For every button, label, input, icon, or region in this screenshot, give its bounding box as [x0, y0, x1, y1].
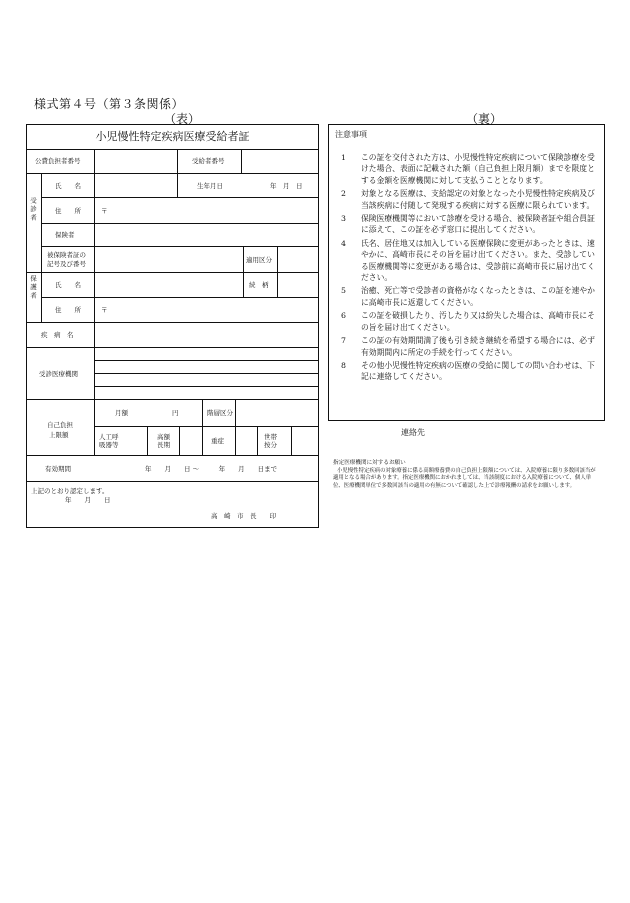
birth-date-label: 生年月日 — [197, 182, 223, 190]
col-divider — [202, 426, 203, 455]
col-divider — [94, 173, 95, 455]
col-divider — [243, 246, 244, 297]
col-divider — [235, 426, 236, 455]
applicable-class-label: 適用区分 — [246, 256, 272, 264]
row-divider — [27, 173, 318, 174]
col-divider — [241, 149, 242, 173]
note-item: 8 その他小児慢性特定疾病の医療の受給に関しての問い合わせは、下記に連絡してください。 — [341, 360, 595, 382]
stage-class-label: 階層区分 — [207, 409, 233, 417]
note-item: 2 対象となる医療は、支給認定の対象となった小児慢性特定疾病及び当該疾病に付随して発現する疾病に対する医療に限られています。 — [341, 189, 595, 210]
guardian-group-label: 保護者 — [29, 275, 37, 301]
medical-institution-label: 受診医療機関 — [39, 370, 78, 378]
insurer-label: 保険者 — [55, 231, 75, 239]
medical-institution-notice — [333, 460, 601, 490]
recipient-name-label: 氏 名 — [55, 182, 81, 190]
severe-label: 重症 — [211, 437, 224, 445]
note-item: 5 治癒、死亡等で受診者の資格がなくなったときは、この証を速やかに高崎市長に返還してください。 — [341, 286, 595, 307]
row-divider — [41, 197, 318, 198]
notes-title: 注意事項 — [335, 130, 367, 139]
col-divider — [41, 173, 42, 322]
recipient-number-label: 受給者番号 — [192, 157, 225, 165]
row-divider — [94, 373, 318, 374]
back-side-label: （裏） — [466, 112, 503, 126]
note-item: 3 保険医療機関等において診療を受ける場合、被保険者証や組合員証に添えて、この証を必ず窓口に提出してください。 — [341, 214, 595, 235]
col-divider — [179, 426, 180, 455]
row-divider — [27, 455, 318, 456]
valid-period-label: 有効期間 — [45, 465, 71, 473]
high-cost-label-line2: 長期 — [157, 441, 170, 449]
copay-limit-label-line2: 上限額 — [49, 431, 69, 439]
note-item: 6 この証を破損したり、汚したり又は紛失した場合は、高崎市長にその旨を届け出てください。 — [341, 311, 595, 332]
mayor-seal-line: 高 崎 市 長 印 — [211, 512, 276, 520]
col-divider — [235, 399, 236, 426]
row-divider — [27, 399, 318, 400]
notice-title: 指定医療機関に対するお願い — [333, 460, 406, 466]
col-divider — [177, 149, 178, 173]
row-divider — [27, 481, 318, 482]
high-cost-label-line1: 高額 — [157, 433, 170, 441]
notes-list — [341, 152, 597, 385]
copay-limit-label-line1: 自己負担 — [47, 421, 73, 429]
row-divider — [27, 272, 318, 273]
note-item: 1 この証を交付された方は、小児慢性特定疾病について保険診療を受けた場合、表面に記載された額（自己負担上限月額）までを限度とする金額を医療機関に対して支払うこととなります。 — [341, 153, 595, 185]
birth-date-value: 年 月 日 — [270, 182, 303, 190]
public-payer-number-label: 公費負担者番号 — [35, 157, 81, 165]
col-divider — [277, 246, 278, 297]
valid-period-range: 年 月 日 〜 年 月 日まで — [145, 465, 278, 473]
col-divider — [257, 426, 258, 455]
yen-unit: 円 — [172, 409, 179, 417]
certify-text: 上記のとおり認定します。 — [31, 487, 109, 495]
note-item: 7 この証の有効期間満了後も引き続き継続を希望する場合には、必ず有効期間内に所定の手続を行ってください。 — [341, 336, 595, 357]
contact-label: 連絡先 — [401, 428, 425, 437]
row-divider — [94, 360, 318, 361]
front-card — [26, 124, 319, 528]
guardian-postal-mark: 〒 — [101, 306, 108, 314]
ventilator-label-line1: 人工呼 — [99, 433, 119, 441]
relation-label: 続 柄 — [249, 281, 269, 289]
recipient-address-label: 住 所 — [55, 207, 81, 215]
recipient-group-label: 受診者 — [29, 197, 37, 223]
row-divider — [27, 322, 318, 323]
front-side-label: （表） — [164, 112, 201, 126]
back-card — [328, 124, 605, 437]
row-divider — [94, 426, 318, 427]
guardian-address-label: 住 所 — [55, 306, 81, 314]
certificate-title: 小児慢性特定疾病医療受給者証 — [27, 125, 318, 150]
ventilator-label-line2: 吸器等 — [99, 441, 119, 449]
notice-body: 小児慢性特定疾病の対象療養に係る高額療養費の自己負担上限額については、入院療養に限り多数回該当が適用となる場合があります。指定医療機関におかれましては、当該制度における入院療養について、個人単位、医療機関単位で多数回該当の適用の有無について確認した上で診療報酬の請求をお願いします。 — [333, 467, 596, 489]
insured-card-label-line1: 被保険者証の — [47, 251, 86, 259]
shared-burden-label-line1: 世帯 — [264, 433, 277, 441]
col-divider — [291, 426, 292, 455]
recipient-postal-mark: 〒 — [101, 207, 108, 215]
shared-burden-label-line2: 按分 — [264, 441, 277, 449]
monthly-amount-label: 月額 — [115, 409, 128, 417]
certify-date: 年 月 日 — [65, 496, 111, 504]
col-divider — [202, 399, 203, 426]
note-item: 4 氏名、居住地又は加入している医療保険に変更があったときは、速やかに、高崎市長にその旨を届け出てください。また、受診している医療機関等に変更がある場合は、受診前に高崎市長に届け出てください。 — [341, 238, 595, 283]
row-divider — [41, 297, 318, 298]
guardian-name-label: 氏 名 — [55, 281, 81, 289]
col-divider — [94, 149, 95, 173]
row-divider — [41, 223, 318, 224]
col-divider — [147, 426, 148, 455]
insured-card-label-line2: 記号及び番号 — [47, 260, 86, 268]
form-title: 様式第４号（第３条関係） — [34, 97, 185, 111]
col-divider — [177, 173, 178, 197]
row-divider — [27, 347, 318, 348]
row-divider — [94, 386, 318, 387]
disease-name-label: 疾 病 名 — [41, 331, 74, 339]
